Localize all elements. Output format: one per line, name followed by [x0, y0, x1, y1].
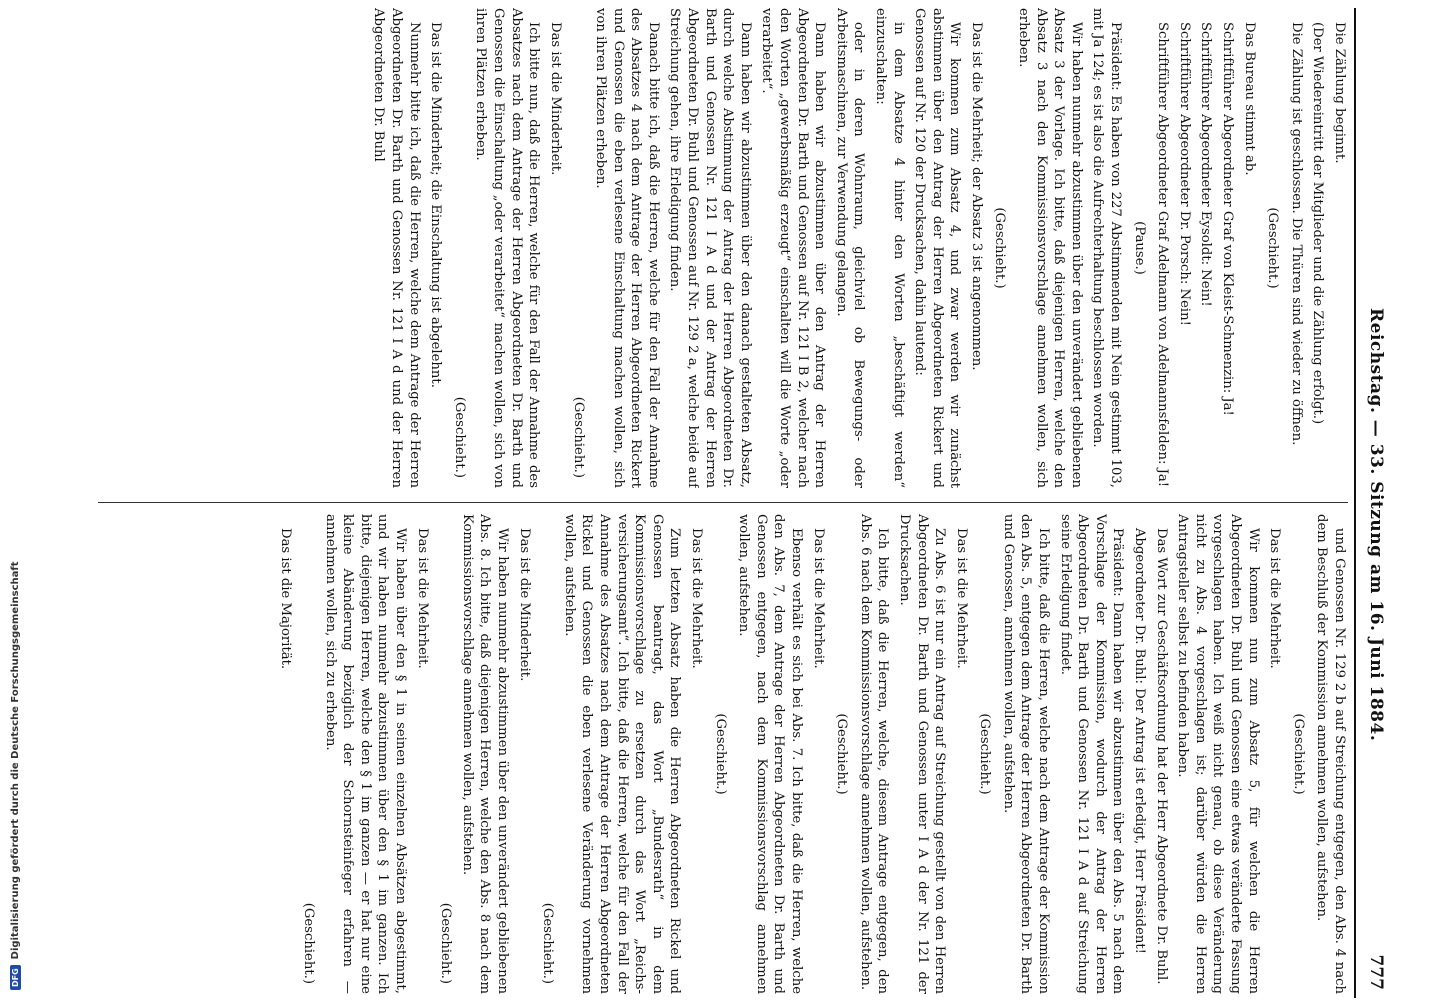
paragraph: Das ist die Majorität. [277, 528, 293, 670]
paragraph: Ich bitte, daß die Herren, welche nach dem Antrage der Kommission den Abs. 5, entgegen dem Antrage der Herren Abgeordneten Dr. Barth und Genossen, annehmen wollen, aufstehen. [1000, 514, 1052, 994]
paragraph: (Geschieht.) [977, 713, 993, 795]
paragraph: Das ist die Minderheit; die Einschaltung ist abgelehnt. [428, 22, 444, 388]
paragraph: Danach bitte ich, daß die Herren, welche für den Fall der Annahme des Absatzes 4 nach dem Antrage der Herren Abgeordneten Rickert und Genossen die eben verlesene Einschaltung machen wollen, sich von ihren Plätzen erheben. [593, 8, 661, 488]
paragraph: Das ist die Mehrheit. [689, 528, 704, 669]
paragraph: Das Bureau stimmt ab. [1241, 22, 1257, 176]
paragraph: Das ist die Mehrheit. [953, 528, 969, 669]
paragraph: in dem Absatze 4 hinter den Worten „beschäftigt werden“ einzuschalten: [872, 8, 906, 488]
paragraph: Das ist die Mehrheit; der Absatz 3 ist angenommen. [968, 22, 984, 371]
paragraph: (Geschieht.) [834, 713, 850, 795]
paragraph: Wir kommen zum Absatz 4, und zwar werden wir zunächst abstimmen über den Antrag der Herren Abgeordneten Rickert und Genossen auf Nr. 120 der Drucksachen, dahin lautend: [912, 8, 963, 488]
paragraph: (Geschieht.) [992, 207, 1008, 289]
column-divider [98, 502, 1348, 503]
paragraph: Schriftführer Abgeordneter Dr. Porsch: Nein! [1176, 22, 1192, 326]
paragraph: Das Wort zur Geschäftsordnung hat der Herr Abgeordnete Dr. Buhl. [1153, 528, 1169, 985]
paragraph: Nunmehr bitte ich, daß die Herren, welche dem Antrage der Herren Abgeordneten Dr. Barth und Genossen Nr. 121 I A d und der Herren Abgeordneten Dr. Buhl [371, 8, 422, 488]
paragraph: Das ist die Mehrheit. [1267, 528, 1283, 669]
paragraph: (Pause.) [1131, 221, 1147, 275]
paragraph: (Geschieht.) [712, 713, 728, 795]
paragraph: Schriftführer Abgeordneter Graf Adelmann von Adelmannsfelden: Ja! [1155, 22, 1171, 488]
paragraph: Schriftführer Abgeordneter Eysoldt: Nein! [1198, 22, 1214, 307]
page-header [1354, 8, 1390, 998]
paragraph: (Geschieht.) [1265, 207, 1281, 289]
paragraph: (Der Wiedereintritt der Mitglieder und die Zählung erfolgt.) [1310, 22, 1326, 425]
paragraph: (Geschieht.) [301, 902, 317, 984]
paragraph: Die Zählung ist geschlossen. Die Thüren sind wieder zu öffnen. [1288, 22, 1304, 446]
paragraph: Das ist die Minderheit. [516, 528, 532, 682]
paragraph: Zu Abs. 6 ist nur ein Antrag auf Streichung gestellt von den Herren Abgeordneten Dr. Barth und Genossen unter I A d der Nr. 121 der Drucksachen. [896, 514, 948, 994]
rotated-sheet [10, 8, 1390, 998]
paragraph: Dann haben wir abzustimmen über den danach gestalteten Absatz, durch welche Abstimmung der Antrag der Herren Abgeordneten Dr. Barth und Genossen Nr. 121 I A d und der Antrag der Herren Abgeordneten Dr. Buhl und Genossen auf Nr. 129 2 a, welche beide auf Streichung gehen, ihre Erledigung finden. [667, 8, 753, 488]
paragraph: Wir kommen nun zum Absatz 5, für welchen die Herren Abgeordneten Dr. Buhl und Genossen eine etwas veränderte Fassung vorgeschlagen haben. Ich weiß nicht genau, ob diese Veränderung nicht zu Abs. 4 vorgeschlagen ist; darüber würden die Herren Antragsteller selbst zu befinden haben. [1175, 514, 1261, 994]
digitization-footer [4, 10, 24, 990]
paragraph: (Geschieht.) [451, 396, 467, 478]
paragraph: Ich bitte, daß die Herren, welche, diesem Antrage entgegen, den Abs. 6 nach dem Kommissionsvorschlage annehmen wollen, aufstehen. [857, 514, 891, 994]
paragraph: und Genossen Nr. 129 2 b auf Streichung entgegen, den Abs. 4 nach dem Beschluß der Kommission annehmen wollen, aufstehen. [1314, 514, 1347, 994]
paragraph: Zum letzten Absatz haben die Herren Abgeordneten Rickel und Genossen beantragt, das Wort „Bundesrath“ in dem Kommissionsvorschlage zu ersetzen durch das Wort „Reichs-versicherungsamt“. Ich bitte, daß die Herren, welche für den Fall der Annahme des Absatzes nach dem Antrage der Herren Abgeordneten Rickel und Genossen die eben verlesene Veränderung vornehmen wollen, aufstehen. [561, 514, 683, 994]
paragraph: Abgeordneter Dr. Buhl: Der Antrag ist erledigt, Herr Präsident! [1132, 528, 1148, 954]
paragraph: Ich bitte nun, daß die Herren, welche für den Fall der Annahme des Absatzes nach dem Antrage der Herren Abgeordneten Dr. Barth und Genossen die Einschaltung „oder verarbeitet“ machen wollen, sich von ihren Plätzen erheben. [473, 8, 542, 488]
paragraph: Präsident: Dann haben wir abzustimmen über den Abs. 5 nach dem Vorschlage der Kommission, wodurch der Antrag der Herren Abgeordneten Dr. Barth und Genossen Nr. 121 I A d auf Streichung seine Erledigung findet. [1057, 514, 1126, 994]
paragraph: Schriftführer Abgeordneter Graf von Kleist-Schmenzin: Ja! [1220, 22, 1236, 416]
paragraph: (Geschieht.) [540, 902, 556, 984]
paragraph: (Geschieht.) [571, 396, 587, 478]
paragraph: (Geschieht.) [1290, 713, 1306, 795]
dfg-logo: DFG [10, 965, 21, 990]
paragraph: Ebenso verhält es sich bei Abs. 7. Ich bitte, daß die Herren, welche den Abs. 7, dem Antrage der Herren Abgeordneten Dr. Barth und Genossen entgegen, nach dem Kommissionsvorschlag annehmen wollen, aufstehen. [736, 514, 804, 994]
paragraph: Das ist die Mehrheit. [414, 528, 430, 669]
paragraph: Die Zählung beginnt. [1332, 22, 1347, 164]
paragraph: Wir haben nunmehr abzustimmen über den unverändert gebliebenen Absatz 3 der Vorlage. Ich bitte, daß diejenigen Herren, welche den Absatz 3 nach den Kommissionsvorschlage annehmen wollen, sich erheben. [1016, 8, 1084, 488]
right-column [88, 514, 1348, 994]
paragraph: Wir haben über den § 1 in seinen einzelnen Absätzen abgestimmt, und wir haben nunmehr abzustimmen über den § 1 im ganzen. Ich bitte, diejenigen Herren, welche den § 1 im ganzen — er hat nur eine kleine Abänderung bezüglich der Schornsteinfeger erfahren — annehmen wollen, sich zu erheben. [322, 514, 409, 994]
footer-text: Digitalisierung gefördert durch die Deutsche Forschungsgemeinschaft [9, 561, 21, 960]
left-column [88, 8, 1348, 488]
page-number: 777 [1366, 954, 1386, 990]
page-title: Reichstag. — 33. Sitzung am 16. Juni 1884. [1366, 308, 1386, 742]
paragraph: Wir haben nunmehr abzustimmen über den unverändert gebliebenen Abs. 8. Ich bitte, daß diejenigen Herren, welche den Abs. 8 nach dem Kommissionsvorschlage annehmen wollen, aufstehen. [459, 514, 511, 994]
paragraph: Das ist die Minderheit. [547, 22, 563, 176]
paragraph: Das ist die Mehrheit. [810, 528, 826, 669]
paragraph: Dann haben wir abzustimmen über den Antrag der Herren Abgeordneten Dr. Barth und Genossen auf Nr. 121 I B 2, welcher nach den Worten „gewerbsmäßig erzeugt“ einschalten will die Worte „oder verarbeitet“. [759, 8, 828, 488]
paragraph: (Geschieht.) [438, 902, 454, 984]
paragraph: Präsident: Es haben von 227 Abstimmenden mit Nein gestimmt 103, mit Ja 124; es ist also die Aufrechterhaltung beschlossen worden. [1090, 8, 1124, 488]
paragraph: oder in deren Wohnraum, gleichviel ob Bewegungs- oder Arbeitsmaschinen, zur Verwendung gelangen. [833, 8, 867, 488]
